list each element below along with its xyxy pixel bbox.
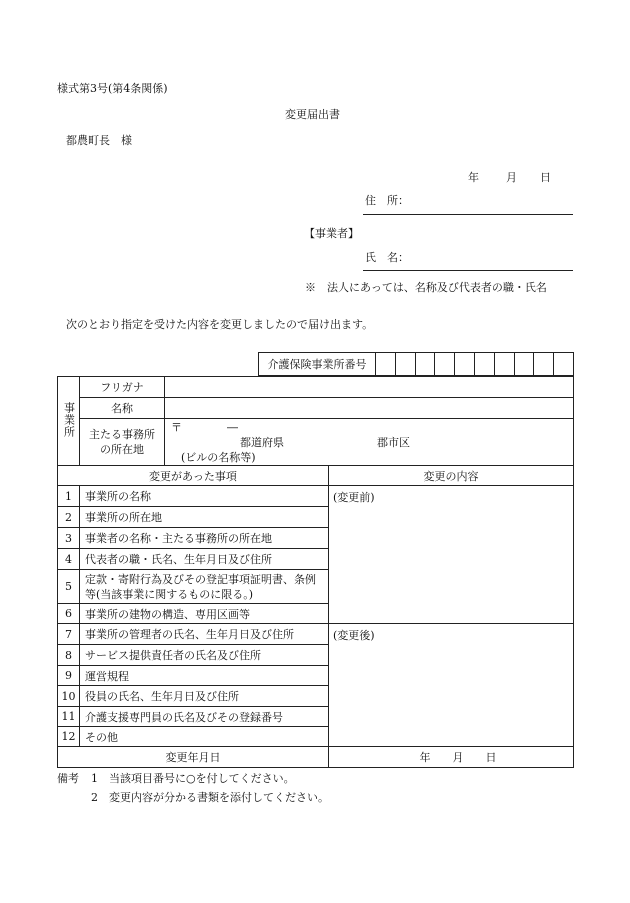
item-text: 介護支援専門員の氏名及びその登録番号 xyxy=(80,707,329,727)
applicant-label: 【事業者】 xyxy=(304,227,359,240)
after-label: (変更後) xyxy=(333,629,375,642)
office-number-digit[interactable] xyxy=(435,353,455,376)
before-content-field[interactable] xyxy=(329,486,574,624)
office-number-digit[interactable] xyxy=(554,353,574,376)
item-text: 事業所の建物の構造、専用区画等 xyxy=(80,604,329,624)
office-number-digit[interactable] xyxy=(455,353,475,376)
prefecture-label: 都道府県 xyxy=(240,436,284,449)
item-text: 運営規程 xyxy=(80,666,329,686)
change-content-header: 変更の内容 xyxy=(329,466,574,486)
item-text: 定款・寄附行為及びその登記事項証明書、条例等(当該事業に関するものに限る。) xyxy=(80,570,329,604)
office-number-digit[interactable] xyxy=(534,353,554,376)
name-underline xyxy=(363,270,573,271)
note-text: 当該項目番号に○を付してください。 xyxy=(109,772,295,785)
date-day-label: 日 xyxy=(540,171,551,184)
document-title: 変更届出書 xyxy=(285,108,340,121)
name-label: 氏 名： xyxy=(365,251,409,264)
addressee: 都農町長 様 xyxy=(66,134,132,147)
item-number: 6 xyxy=(58,604,80,624)
item-text: 役員の氏名、生年月日及び住所 xyxy=(80,686,329,707)
item-text: 事業者の名称・主たる事務所の所在地 xyxy=(80,528,329,549)
date-year-label: 年 xyxy=(468,171,479,184)
furigana-field[interactable] xyxy=(165,377,574,398)
office-number-table xyxy=(258,352,574,376)
item-text: 事業所の名称 xyxy=(80,486,329,507)
furigana-label: フリガナ xyxy=(80,377,165,398)
before-label: (変更前) xyxy=(333,491,375,504)
office-number-digit[interactable] xyxy=(514,353,534,376)
changed-item-header: 変更があった事項 xyxy=(58,466,329,486)
office-number-digit[interactable] xyxy=(376,353,396,376)
item-number: 5 xyxy=(58,570,80,604)
office-info-table xyxy=(57,376,574,466)
item-text: サービス提供責任者の氏名及び住所 xyxy=(80,645,329,666)
item-number: 7 xyxy=(58,624,80,645)
postal-dash: ― xyxy=(227,421,238,434)
address-label: 住 所： xyxy=(365,194,409,207)
change-date-label: 変更年月日 xyxy=(58,747,329,768)
note-number: 2 xyxy=(91,791,98,804)
office-number-label: 介護保険事業所番号 xyxy=(259,353,376,376)
form-style-label: 様式第3号(第4条関係) xyxy=(57,82,168,95)
intro-text: 次のとおり指定を受けた内容を変更しましたので届け出ます。 xyxy=(66,318,374,331)
item-number: 4 xyxy=(58,549,80,570)
item-number: 10 xyxy=(58,686,80,707)
item-number: 2 xyxy=(58,507,80,528)
item-text: 事業所の所在地 xyxy=(80,507,329,528)
date-month-label: 月 xyxy=(506,171,517,184)
item-number: 12 xyxy=(58,727,80,747)
building-label: (ビルの名称等) xyxy=(181,451,256,464)
item-number: 3 xyxy=(58,528,80,549)
item-text: 事業所の管理者の氏名、生年月日及び住所 xyxy=(80,624,329,645)
notes-label: 備考 xyxy=(57,772,79,785)
item-number: 9 xyxy=(58,666,80,686)
office-number-digit[interactable] xyxy=(474,353,494,376)
office-number-digit[interactable] xyxy=(494,353,514,376)
office-number-digit[interactable] xyxy=(395,353,415,376)
postal-mark: 〒 xyxy=(171,421,182,434)
office-name-field[interactable] xyxy=(165,398,574,419)
changes-table xyxy=(57,465,574,768)
item-text: その他 xyxy=(80,727,329,747)
note-text: 変更内容が分かる書類を添付してください。 xyxy=(109,791,329,804)
corporation-note: ※ 法人にあっては、名称及び代表者の職・氏名 xyxy=(305,281,547,294)
item-number: 1 xyxy=(58,486,80,507)
item-number: 8 xyxy=(58,645,80,666)
office-address-field[interactable] xyxy=(165,419,574,466)
address-underline xyxy=(363,214,573,215)
office-name-label: 名称 xyxy=(80,398,165,419)
item-text: 代表者の職・氏名、生年月日及び住所 xyxy=(80,549,329,570)
after-content-field[interactable] xyxy=(329,624,574,747)
office-address-label: 主たる事務所の所在地 xyxy=(80,419,165,466)
change-date-field[interactable]: 年 月 日 xyxy=(329,747,574,768)
office-number-digit[interactable] xyxy=(415,353,435,376)
note-number: 1 xyxy=(91,772,98,785)
item-number: 11 xyxy=(58,707,80,727)
office-section-label: 事業所 xyxy=(58,377,80,466)
city-label: 郡市区 xyxy=(377,436,410,449)
